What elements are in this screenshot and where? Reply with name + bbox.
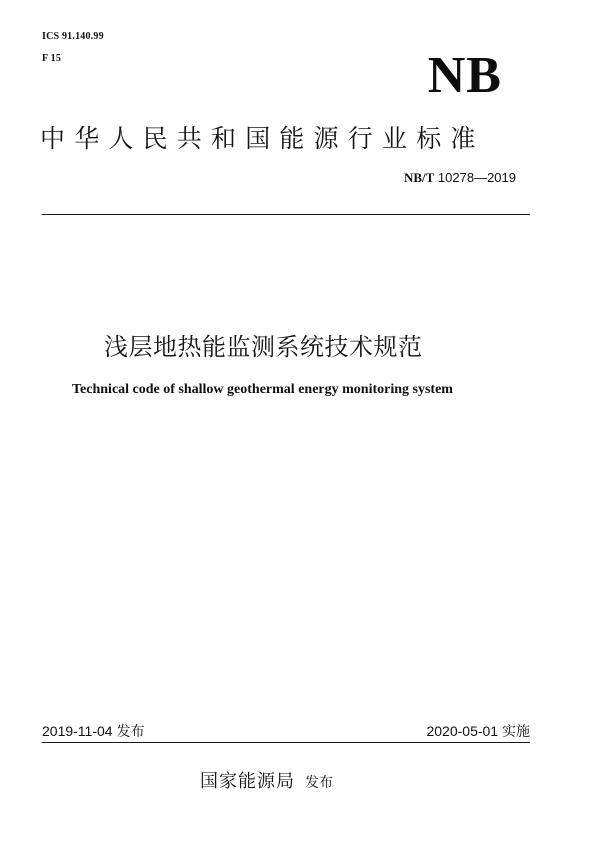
title-english: Technical code of shallow geothermal energy monitoring system	[72, 382, 453, 397]
nb-logo: NB	[427, 47, 502, 104]
title-chinese: 浅层地热能监测系统技术规范	[104, 333, 423, 361]
standard-number	[404, 170, 516, 186]
ccs-code: F 15	[42, 53, 62, 64]
standard-number-prefix: NB/T	[403, 170, 435, 185]
implementation-date: 2020-05-01 实施	[426, 723, 530, 739]
standard-number-value: 10278—2019	[434, 170, 516, 185]
publisher-action: 发布	[305, 775, 333, 791]
standard-type-heading: 中华人民共和国能源行业标准	[40, 124, 485, 153]
publisher	[200, 767, 333, 793]
bottom-divider	[42, 742, 530, 743]
issue-date: 2019-11-04 发布	[42, 723, 145, 739]
ics-code: ICS 91.140.99	[42, 31, 104, 42]
publisher-organization: 国家能源局	[200, 771, 295, 792]
top-divider	[42, 214, 530, 215]
